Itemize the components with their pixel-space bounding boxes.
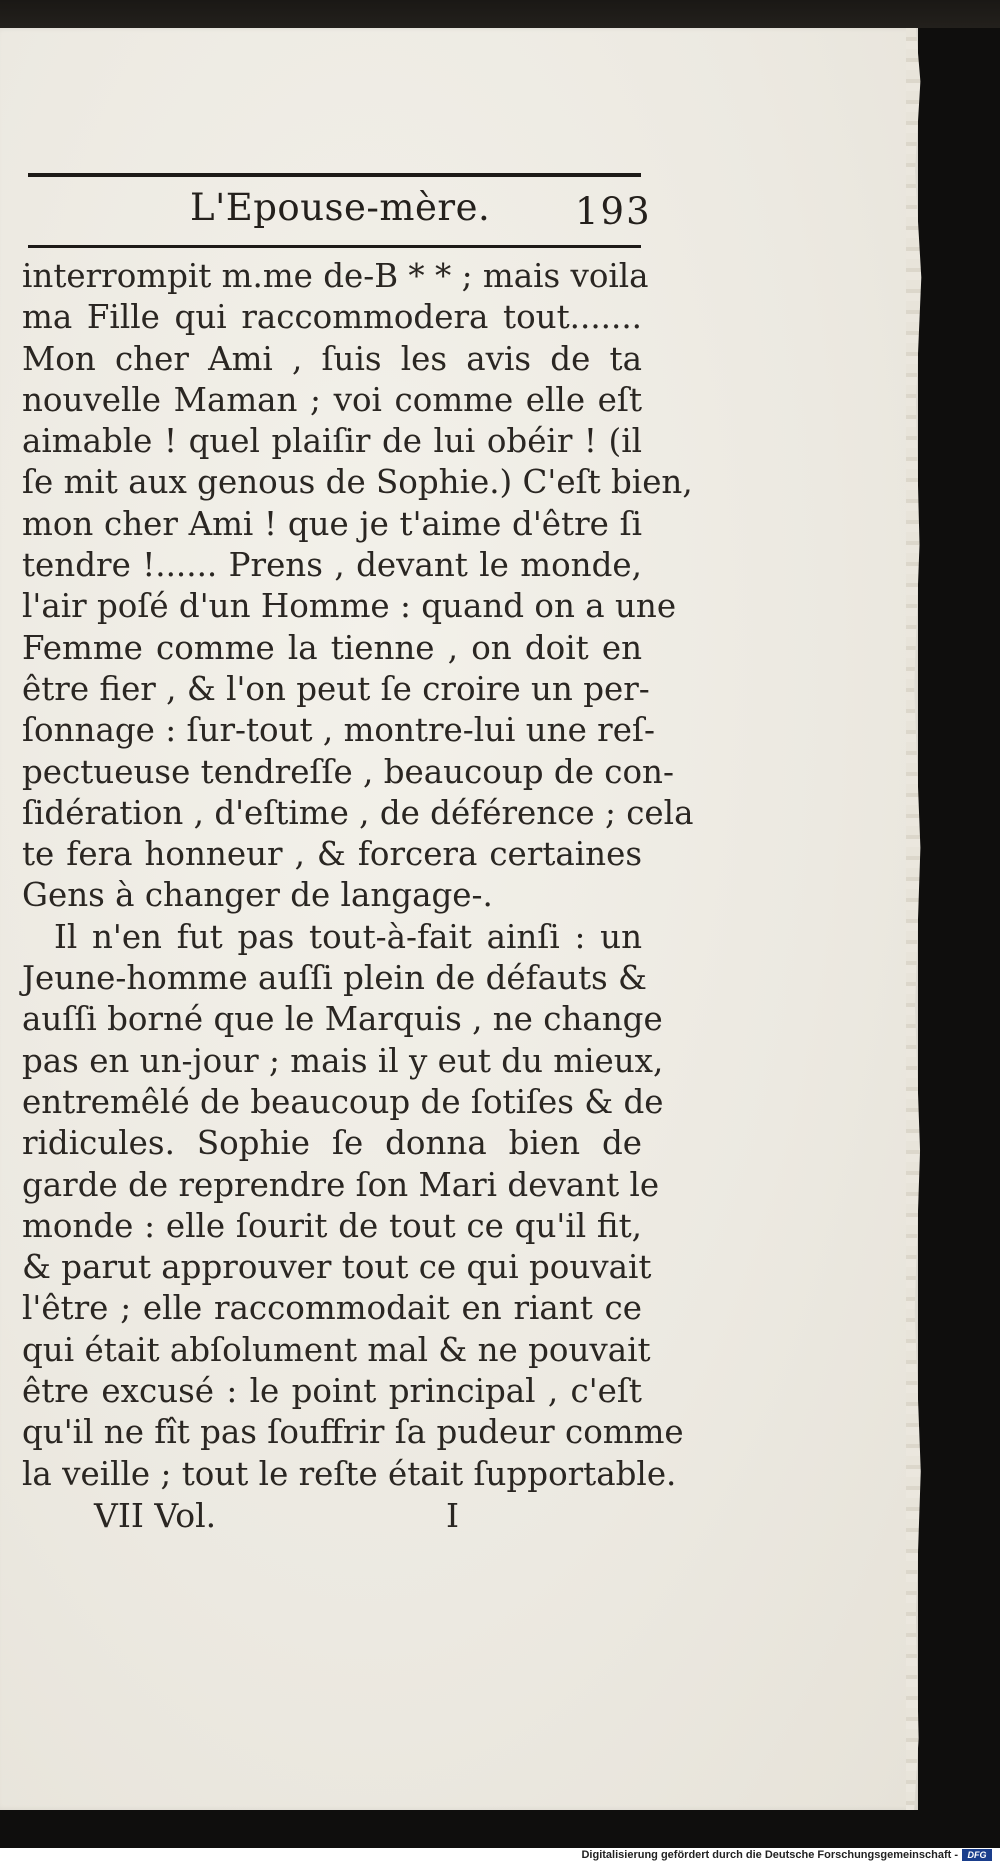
text-line: être excusé : le point principal , c'eſt (22, 1372, 642, 1411)
text-line: nouvelle Maman ; voi comme elle eſt (22, 380, 642, 419)
text-line: ſidération , d'eſtime , de déférence ; cela (22, 793, 694, 832)
text-line: te fera honneur , & forcera certaines (22, 835, 642, 874)
text-line: aimable ! quel plaiſir de lui obéir ! (il (22, 422, 642, 461)
text-line: ſe mit aux genous de Sophie.) C'eſt bien, (22, 463, 693, 502)
text-line: auſſi borné que le Marquis , ne change (22, 1000, 663, 1039)
digitization-credit: Digitalisierung gefördert durch die Deutsche Forschungsgemeinschaft - (581, 1849, 958, 1861)
text-line: monde : elle ſourit de tout ce qu'il fit, (22, 1206, 642, 1245)
header-rule-bottom (28, 245, 641, 248)
text-line: l'air poſé d'un Homme : quand on a une (22, 587, 677, 626)
text-line: entremêlé de beaucoup de ſotiſes & de (22, 1082, 664, 1121)
text-line: Gens à changer de langage-. (22, 876, 493, 915)
text-line: pectueuse tendreſſe , beaucoup de con- (22, 752, 674, 791)
body-text (22, 256, 694, 1495)
text-line: ridicules. Sophie ſe donna bien de (22, 1124, 642, 1163)
text-line: la veille ; tout le reſte était ſupportable. (22, 1454, 677, 1493)
scan-background-top (0, 0, 1000, 28)
text-line: pas en un-jour ; mais il y eut du mieux, (22, 1041, 664, 1080)
text-line: mon cher Ami ! que je t'aime d'être ſi (22, 504, 642, 543)
text-line: & parut approuver tout ce qui pouvait (22, 1248, 652, 1287)
text-line: qu'il ne fît pas ſouffrir ſa pudeur comme (22, 1413, 684, 1452)
deckled-page-edge (906, 28, 924, 1810)
text-line: qui était abſolument mal & ne pouvait (22, 1330, 651, 1369)
text-line: Femme comme la tienne , on doit en (22, 628, 642, 667)
text-line: Il n'en fut pas tout-à-fait ainſi : un (54, 917, 642, 956)
text-line: Jeune-homme auſſi plein de défauts & (22, 959, 647, 998)
dfg-logo-badge: DFG (962, 1849, 992, 1861)
text-line: ma Fille qui raccommodera tout....... (22, 298, 642, 337)
gathering-letter: I (446, 1496, 460, 1535)
text-line: tendre !...... Prens , devant le monde, (22, 546, 642, 585)
text-line: l'être ; elle raccommodait en riant ce (22, 1289, 642, 1328)
text-line: ſonnage : ſur-tout , montre-lui une reſ- (22, 711, 655, 750)
header-rule-top (28, 173, 641, 177)
text-line: interrompit m.me de-B * * ; mais voila (22, 257, 649, 295)
text-line: Mon cher Ami , ſuis les avis de ta (22, 339, 642, 378)
page-number: 193 (575, 190, 652, 233)
running-title: L'Epouse-mère. (190, 186, 491, 229)
signature-mark: VII Vol. (94, 1496, 217, 1535)
text-line: être fier , & l'on peut ſe croire un per- (22, 669, 650, 708)
text-line: garde de reprendre ſon Mari devant le (22, 1165, 660, 1204)
